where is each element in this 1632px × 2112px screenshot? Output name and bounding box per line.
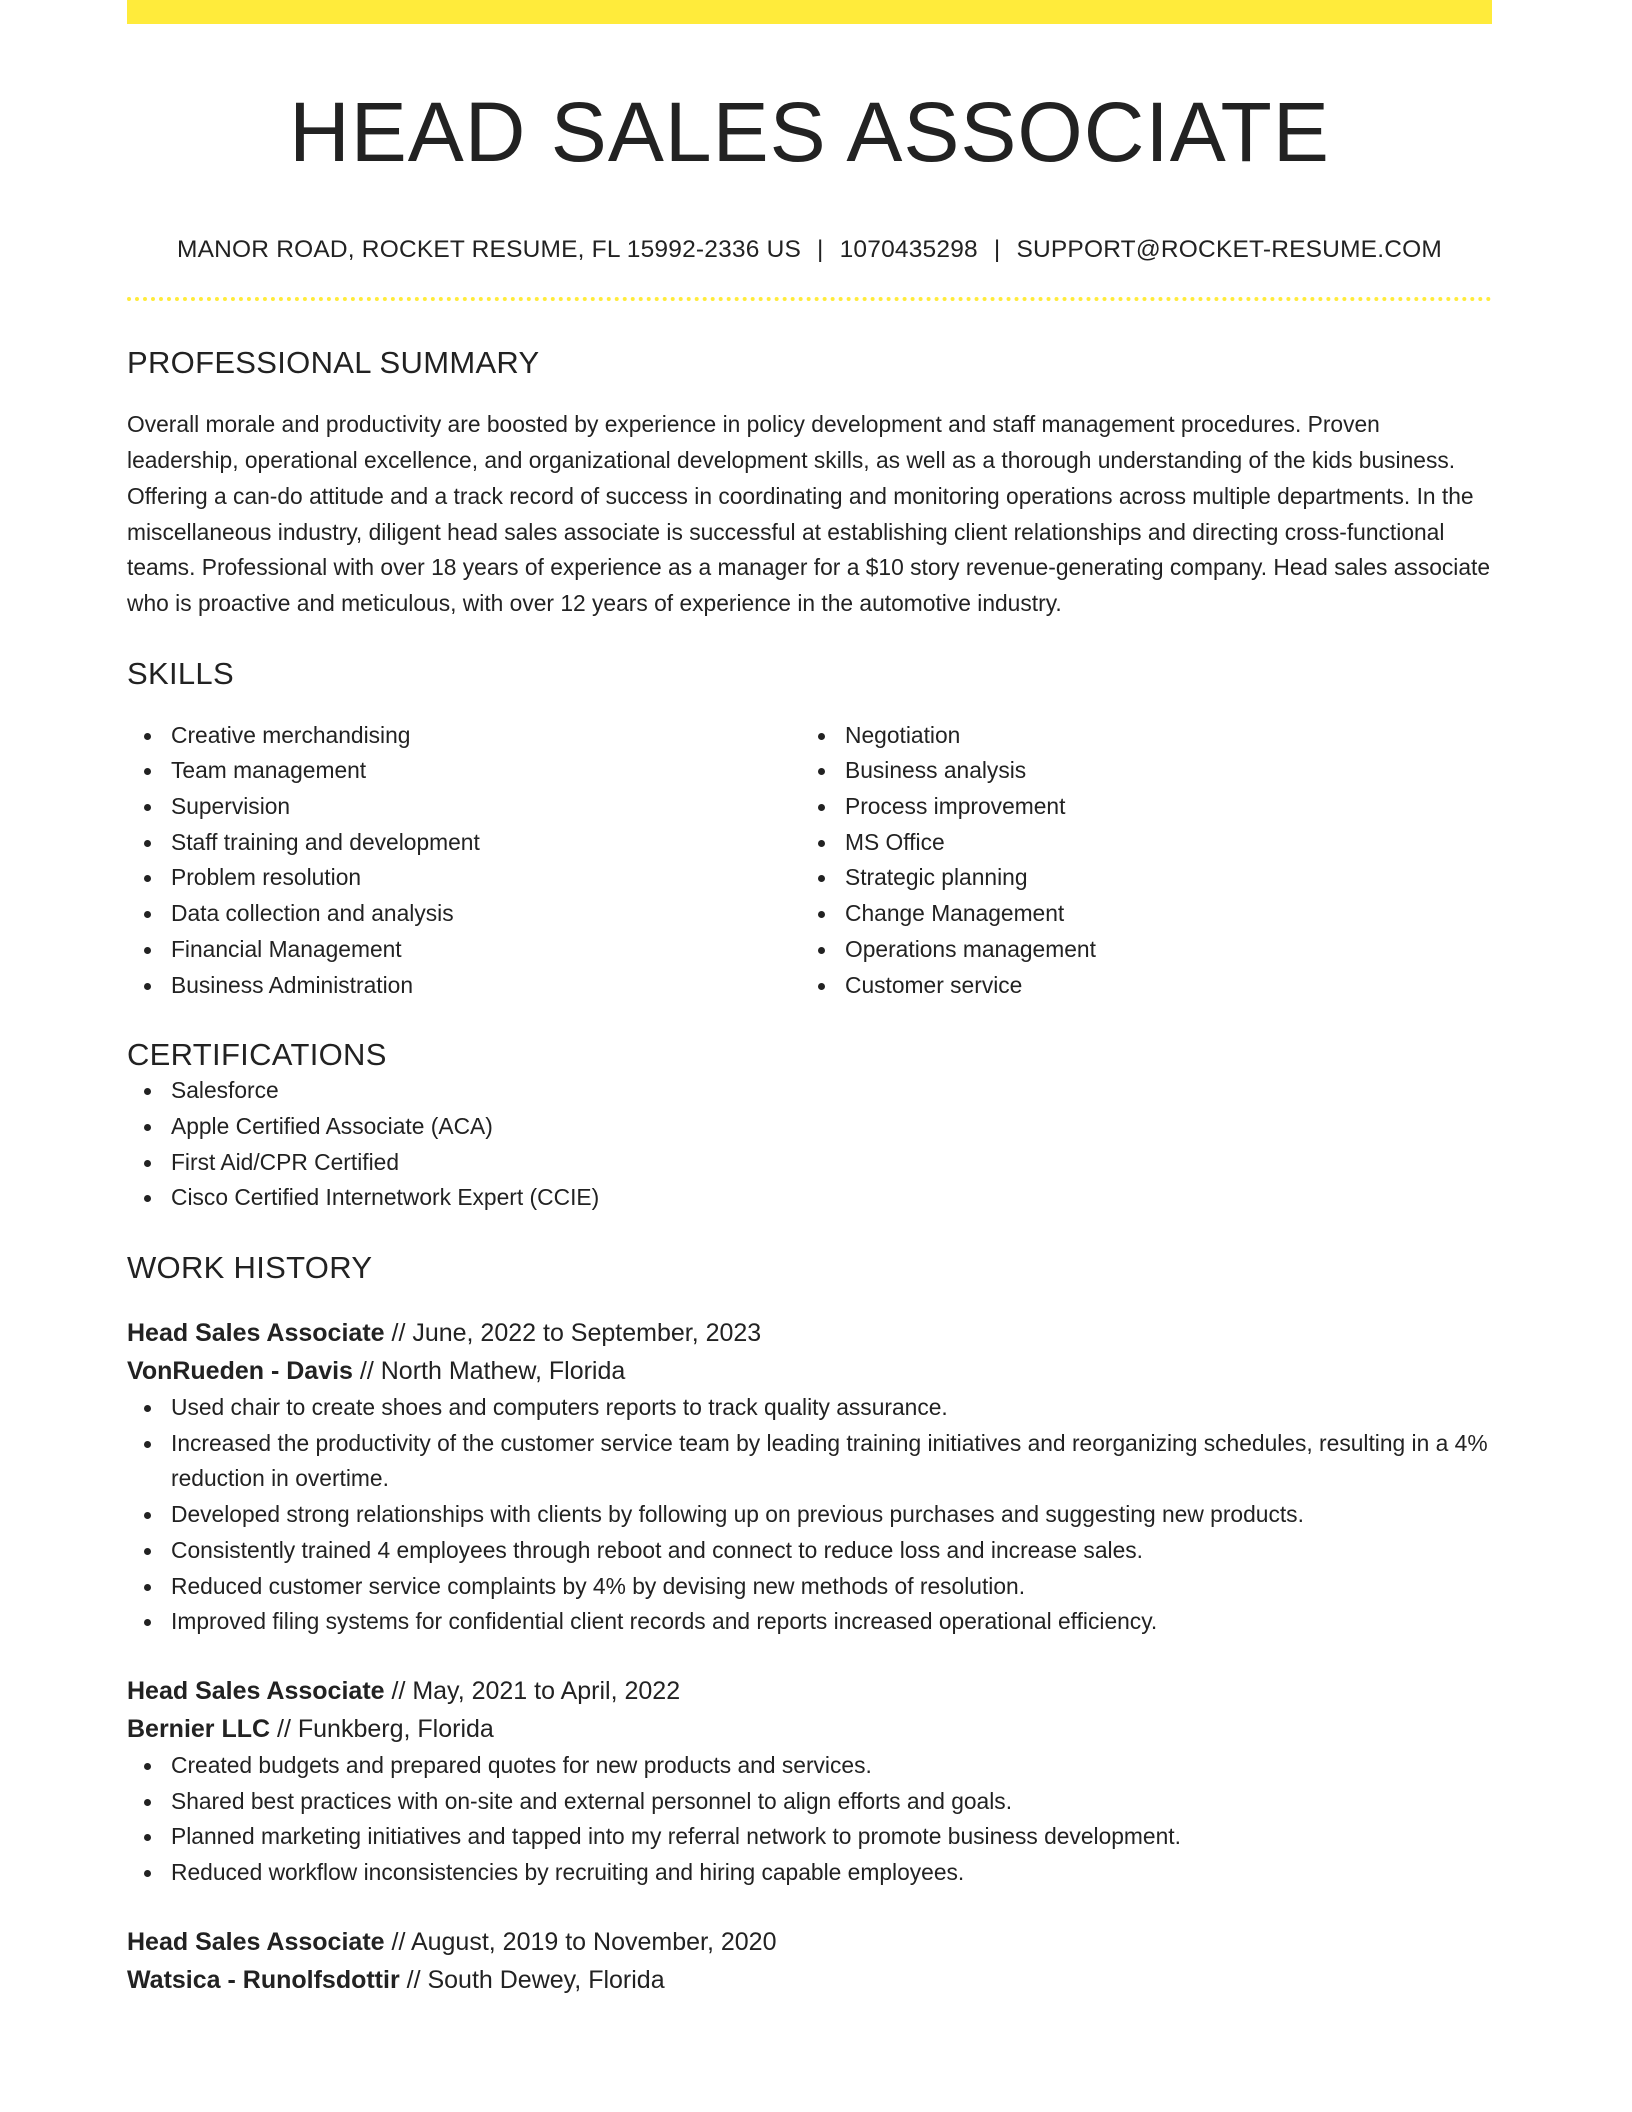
job-bullet [127, 1604, 1492, 1640]
bullet-icon [818, 840, 825, 847]
job-entry [127, 1314, 1492, 1640]
job-company-line [127, 1710, 1492, 1748]
skill-item-text: Problem resolution [171, 864, 362, 891]
skill-item-text: Financial Management [171, 935, 402, 962]
skill-item-text: Data collection and analysis [171, 900, 454, 927]
bullet-icon [144, 768, 151, 775]
skill-item [127, 789, 801, 825]
skill-item-text: Change Management [845, 900, 1065, 927]
bullet-icon [144, 1619, 151, 1626]
job-bullet [127, 1390, 1492, 1426]
skill-item-text: Negotiation [845, 721, 961, 748]
certification-item-text: Cisco Certified Internetwork Expert (CCIE) [171, 1184, 600, 1211]
skill-item [801, 753, 1475, 789]
skill-item-text: Team management [171, 757, 367, 784]
skill-item [127, 968, 801, 1004]
contact-separator: | [993, 236, 1001, 264]
job-bullet [127, 1748, 1492, 1784]
bullet-icon [144, 1584, 151, 1591]
bullet-icon [144, 1763, 151, 1770]
certification-item-text: Salesforce [171, 1077, 279, 1104]
bullet-icon [144, 804, 151, 811]
skill-item [127, 860, 801, 896]
job-company-line [127, 1961, 1492, 1999]
job-bullet-text: Shared best practices with on-site and external personnel to align efforts and goals. [171, 1787, 1013, 1814]
work-history-heading: WORK HISTORY [127, 1250, 373, 1286]
bullet-icon [144, 1160, 151, 1167]
skill-item-text: Staff training and development [171, 828, 480, 855]
bullet-icon [818, 768, 825, 775]
skill-item [127, 718, 801, 754]
job-company: VonRueden - Davis [127, 1357, 353, 1386]
bullet-icon [144, 1512, 151, 1519]
certification-item [127, 1109, 1492, 1145]
job-bullets [127, 1748, 1492, 1891]
job-company-line [127, 1352, 1492, 1390]
skill-item [801, 896, 1475, 932]
job-bullet-text: Reduced customer service complaints by 4% by devising new methods of resolution. [171, 1572, 1026, 1599]
certifications-list [127, 1073, 1492, 1216]
skill-item [127, 896, 801, 932]
bullet-icon [144, 1548, 151, 1555]
bullet-icon [144, 1405, 151, 1412]
contact-separator: | [817, 236, 824, 264]
bullet-icon [144, 947, 151, 954]
job-bullet-text: Used chair to create shoes and computers reports to track quality assurance. [171, 1394, 948, 1421]
job-bullet [127, 1784, 1492, 1820]
contact-phone: 1070435298 [839, 236, 978, 264]
bullet-icon [818, 804, 825, 811]
job-bullet-text: Reduced workflow inconsistencies by recruiting and hiring capable employees. [171, 1859, 965, 1886]
skill-item [127, 825, 801, 861]
bullet-icon [144, 875, 151, 882]
job-bullet [127, 1569, 1492, 1605]
job-role: Head Sales Associate [127, 1676, 385, 1705]
work-history-list [127, 1314, 1492, 1999]
contact-email: SUPPORT@ROCKET-RESUME.COM [1016, 236, 1442, 264]
resume-page [127, 0, 1492, 1999]
bullet-icon [144, 1124, 151, 1131]
skill-item-text: Supervision [171, 793, 291, 820]
skill-item [801, 968, 1475, 1004]
skill-item [801, 860, 1475, 896]
job-bullet [127, 1855, 1492, 1891]
job-location: // Funkberg, Florida [270, 1714, 494, 1743]
bullet-icon [818, 875, 825, 882]
skills-heading: SKILLS [127, 655, 234, 691]
job-title-line [127, 1672, 1492, 1710]
skill-item-text: Business Administration [171, 971, 414, 998]
job-bullet-text: Created budgets and prepared quotes for new products and services. [171, 1751, 872, 1778]
skills-list-right [801, 718, 1475, 1004]
skill-item-text: Strategic planning [845, 864, 1028, 891]
job-bullet [127, 1497, 1492, 1533]
job-dates: // June, 2022 to September, 2023 [384, 1319, 762, 1348]
job-entry [127, 1923, 1492, 1999]
skill-item-text: Customer service [845, 971, 1023, 998]
skill-item-text: Business analysis [845, 757, 1027, 784]
skills-list-left [127, 718, 801, 1004]
job-bullet [127, 1533, 1492, 1569]
bullet-icon [818, 983, 825, 990]
skill-item-text: Creative merchandising [171, 721, 411, 748]
job-company: Bernier LLC [127, 1714, 271, 1743]
skill-item [801, 932, 1475, 968]
certification-item [127, 1073, 1492, 1109]
certification-item-text: Apple Certified Associate (ACA) [171, 1112, 493, 1139]
bullet-icon [144, 1441, 151, 1448]
bullet-icon [144, 1870, 151, 1877]
job-bullet-text: Improved filing systems for confidential client records and reports increased operational efficiency. [171, 1608, 1158, 1635]
summary-text: Overall morale and productivity are boosted by experience in policy development and staff management procedures. Proven leadership, operational excellence, and organizational development skills, as well as a thorough understanding of the kids business. Offering a can-do attitude and a track record of success in coordinating and monitoring operations across multiple departments. In the miscellaneous industry, diligent head sales associate is successful at establishing client relationships and directing cross-functional teams. Professional with over 18 years of experience as a manager for a $10 story revenue-generating company. Head sales associate who is proactive and meticulous, with over 12 years of experience in the automotive industry. [127, 411, 1491, 616]
skill-item [127, 932, 801, 968]
job-bullets [127, 1390, 1492, 1640]
bullet-icon [144, 911, 151, 918]
job-bullet [127, 1426, 1492, 1497]
skill-item [801, 789, 1475, 825]
job-location: // North Mathew, Florida [352, 1357, 626, 1386]
bullet-icon [144, 840, 151, 847]
job-title-line [127, 1923, 1492, 1961]
contact-address: MANOR ROAD, ROCKET RESUME, FL 15992-2336 US [177, 236, 802, 264]
job-bullet-text: Developed strong relationships with clients by following up on previous purchases and suggesting new products. [171, 1501, 1304, 1528]
bullet-icon [144, 1834, 151, 1841]
bullet-icon [818, 733, 825, 740]
job-bullet-text: Increased the productivity of the customer service team by leading training initiatives and reorganizing schedules, resulting in a 4% reduction in overtime. [171, 1429, 1488, 1492]
skill-item [127, 753, 801, 789]
skill-item-text: Operations management [845, 935, 1096, 962]
accent-top-bar [127, 0, 1492, 24]
bullet-icon [818, 947, 825, 954]
job-entry [127, 1672, 1492, 1891]
job-location: // South Dewey, Florida [399, 1965, 665, 1994]
bullet-icon [818, 911, 825, 918]
job-role: Head Sales Associate [127, 1319, 385, 1348]
skill-item [801, 718, 1475, 754]
certifications-heading: CERTIFICATIONS [127, 1037, 387, 1073]
bullet-icon [144, 983, 151, 990]
contact-line [127, 236, 1492, 264]
job-bullet [127, 1819, 1492, 1855]
job-dates: // August, 2019 to November, 2020 [384, 1927, 777, 1956]
job-bullet-text: Consistently trained 4 employees through reboot and connect to reduce loss and increase sales. [171, 1536, 1143, 1563]
job-company: Watsica - Runolfsdottir [127, 1965, 400, 1994]
skill-item-text: MS Office [845, 828, 945, 855]
skills-columns [127, 718, 1492, 1004]
bullet-icon [144, 733, 151, 740]
certification-item-text: First Aid/CPR Certified [171, 1148, 400, 1175]
bullet-icon [144, 1088, 151, 1095]
certification-item [127, 1145, 1492, 1181]
bullet-icon [144, 1195, 151, 1202]
skill-item [801, 825, 1475, 861]
job-dates: // May, 2021 to April, 2022 [384, 1676, 681, 1705]
job-role: Head Sales Associate [127, 1927, 385, 1956]
dotted-divider [127, 297, 1492, 301]
skill-item-text: Process improvement [845, 793, 1066, 820]
resume-title: HEAD SALES ASSOCIATE [289, 85, 1330, 179]
job-bullet-text: Planned marketing initiatives and tapped into my referral network to promote business development. [171, 1823, 1181, 1850]
certification-item [127, 1180, 1492, 1216]
job-title-line [127, 1314, 1492, 1352]
summary-heading: PROFESSIONAL SUMMARY [127, 345, 540, 381]
bullet-icon [144, 1799, 151, 1806]
